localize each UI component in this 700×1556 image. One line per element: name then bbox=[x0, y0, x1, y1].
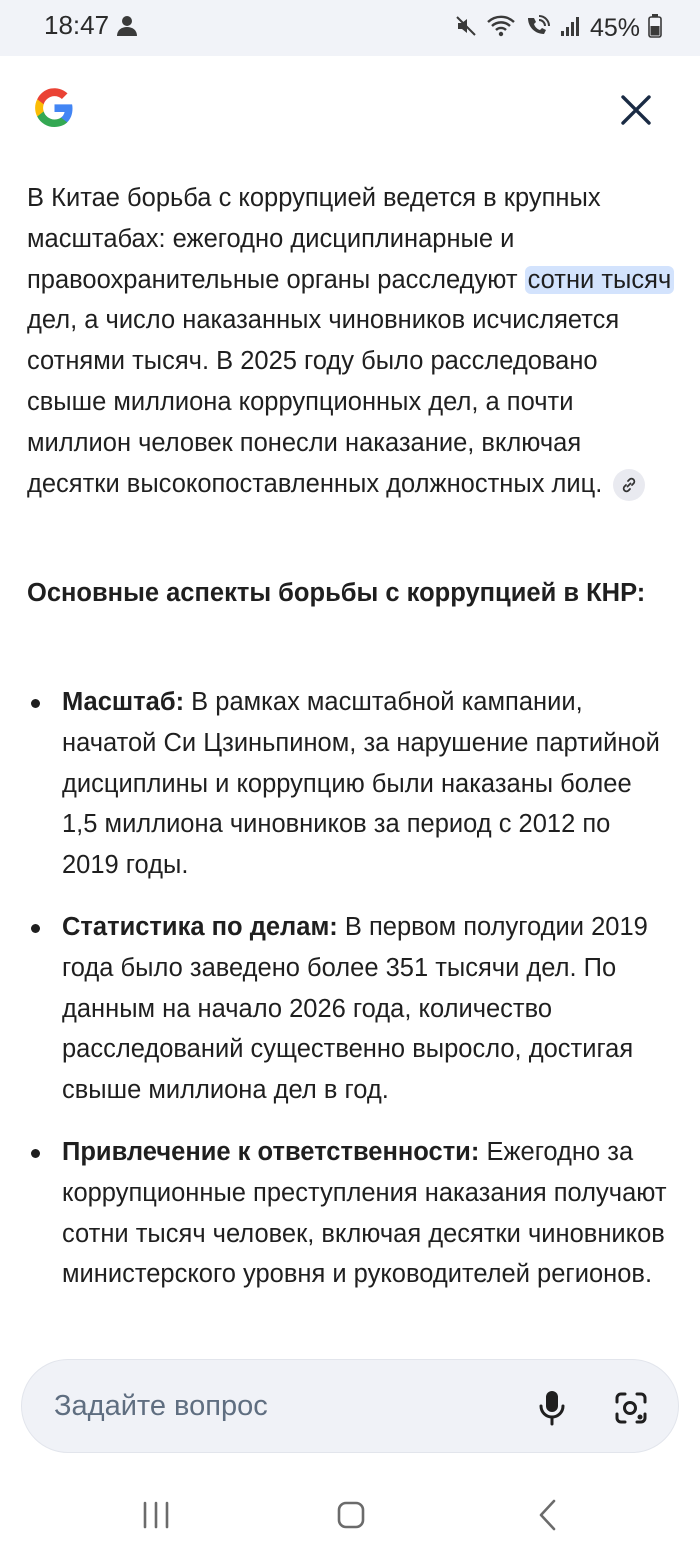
list-item-text: Ежегодно за коррупционные преступления наказания получают сотни тысяч человек, включая десятки чиновников министерского уровня и руководителей регионов. bbox=[62, 1137, 667, 1289]
status-icons bbox=[454, 12, 662, 44]
mic-button[interactable] bbox=[530, 1386, 574, 1430]
battery-percent: 45% bbox=[589, 13, 640, 42]
answer-text-end: дел, а число наказанных чиновников исчисляется сотнями тысяч. В 2025 году было расследовано свыше миллиона коррупционных дел, а почти миллион человек понесли наказание, включая десятки высокопоставленных должностных лиц. bbox=[27, 306, 620, 498]
list-item-title: Привлечение к ответственности: bbox=[62, 1137, 480, 1166]
wifi-calling-icon bbox=[524, 14, 552, 43]
list-item-title: Масштаб: bbox=[62, 688, 185, 716]
mute-icon bbox=[454, 14, 478, 43]
bullet-dot bbox=[31, 924, 40, 933]
bullet-dot bbox=[31, 699, 40, 708]
home-icon bbox=[336, 1500, 366, 1530]
back-button[interactable] bbox=[523, 1494, 573, 1536]
google-lens-icon bbox=[613, 1390, 649, 1426]
ask-bar bbox=[21, 1359, 679, 1453]
list-item-text: В рамках масштабной кампании, начатой Си Цзиньпином, за нарушение партийной дисциплины и коррупцию были наказаны более 1,5 миллиона чиновников за период с 2012 по 2019 годы. bbox=[62, 688, 660, 880]
close-button[interactable] bbox=[612, 84, 660, 136]
close-icon bbox=[620, 94, 652, 126]
answer-paragraph bbox=[27, 178, 677, 504]
microphone-icon bbox=[537, 1389, 567, 1427]
section-heading: Основные аспекты борьбы с коррупцией в КНР: bbox=[27, 579, 646, 607]
status-time: 18:47 bbox=[44, 10, 110, 40]
answer-text-start: В Китае борьба с коррупцией ведется в крупных масштабах: ежегодно дисциплинарные и правоохранительные органы расследуют bbox=[27, 184, 601, 294]
person-icon bbox=[116, 14, 138, 43]
bullet-list bbox=[27, 682, 673, 1316]
google-g-icon bbox=[26, 80, 82, 136]
recent-apps-icon bbox=[141, 1500, 171, 1530]
list-item bbox=[27, 682, 673, 886]
list-item-text: В первом полугодии 2019 года было заведено более 351 тысячи дел. По данным на начало 2026 года, количество расследований существенно выросло, достигая свыше миллиона дел в год. bbox=[62, 912, 648, 1105]
recent-apps-button[interactable] bbox=[131, 1494, 181, 1536]
answer-highlight[interactable]: сотни тысяч bbox=[525, 266, 675, 294]
source-link-button[interactable] bbox=[613, 469, 645, 501]
back-icon bbox=[536, 1498, 560, 1532]
battery-icon bbox=[648, 14, 662, 43]
lens-button[interactable] bbox=[607, 1384, 655, 1432]
bullet-dot bbox=[31, 1149, 40, 1158]
list-item bbox=[27, 1132, 673, 1295]
list-item-title: Статистика по делам: bbox=[62, 912, 338, 941]
list-item bbox=[27, 907, 673, 1111]
signal-icon bbox=[560, 14, 582, 43]
wifi-icon bbox=[486, 14, 516, 43]
home-button[interactable] bbox=[326, 1494, 376, 1536]
system-nav-bar bbox=[0, 1474, 700, 1556]
ask-input[interactable] bbox=[54, 1386, 474, 1426]
link-icon bbox=[620, 476, 638, 494]
status-bar bbox=[0, 0, 700, 56]
